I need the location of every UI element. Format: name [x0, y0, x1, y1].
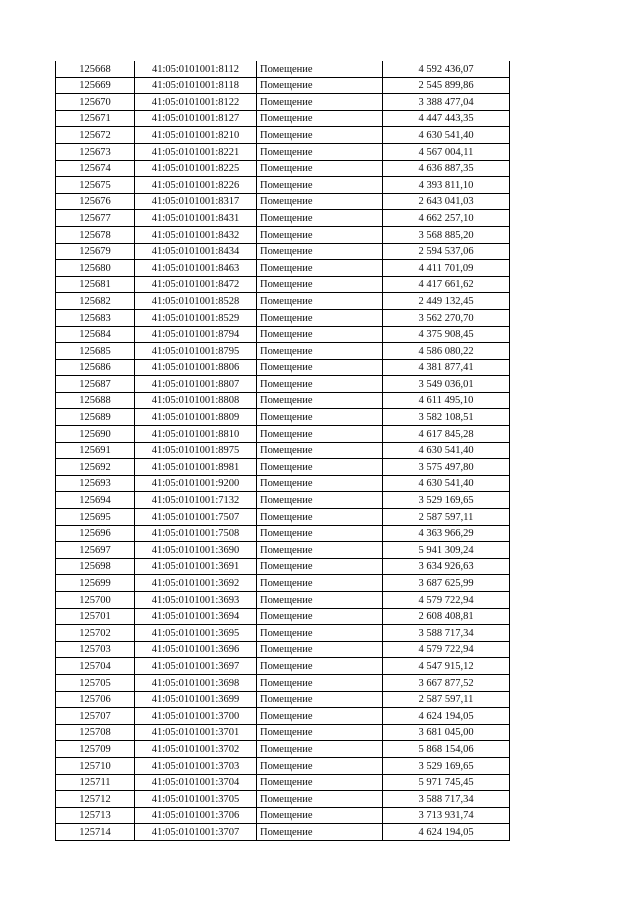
cadastral-value-cell: 3 529 169,65: [383, 757, 510, 774]
cadastral-number-cell: 41:05:0101001:8810: [135, 426, 257, 443]
cadastral-number-cell: 41:05:0101001:8221: [135, 143, 257, 160]
table-row: [56, 260, 510, 277]
row-number-cell: 125690: [56, 426, 135, 443]
object-type-cell: Помещение: [257, 309, 383, 326]
table-row: [56, 94, 510, 111]
cadastral-value-cell: 2 594 537,06: [383, 243, 510, 260]
table-row: [56, 708, 510, 725]
table-row: [56, 343, 510, 360]
table-row: [56, 276, 510, 293]
cadastral-value-cell: 4 375 908,45: [383, 326, 510, 343]
cadastral-number-cell: 41:05:0101001:3701: [135, 724, 257, 741]
cadastral-value-cell: 5 971 745,45: [383, 774, 510, 791]
object-type-cell: Помещение: [257, 226, 383, 243]
row-number-cell: 125671: [56, 110, 135, 127]
cadastral-value-cell: 4 592 436,07: [383, 61, 510, 77]
cadastral-value-cell: 3 388 477,04: [383, 94, 510, 111]
cadastral-value-cell: 2 587 597,11: [383, 691, 510, 708]
cadastral-value-cell: 3 588 717,34: [383, 791, 510, 808]
object-type-cell: Помещение: [257, 376, 383, 393]
object-type-cell: Помещение: [257, 824, 383, 841]
cadastral-value-cell: 4 547 915,12: [383, 658, 510, 675]
row-number-cell: 125703: [56, 641, 135, 658]
row-number-cell: 125709: [56, 741, 135, 758]
table-row: [56, 641, 510, 658]
object-type-cell: Помещение: [257, 193, 383, 210]
cadastral-value-cell: 5 941 309,24: [383, 542, 510, 559]
row-number-cell: 125694: [56, 492, 135, 509]
table-row: [56, 475, 510, 492]
cadastral-value-cell: 4 630 541,40: [383, 127, 510, 144]
row-number-cell: 125684: [56, 326, 135, 343]
table-row: [56, 210, 510, 227]
table-row: [56, 658, 510, 675]
object-type-cell: Помещение: [257, 94, 383, 111]
cadastral-number-cell: 41:05:0101001:3694: [135, 608, 257, 625]
table-row: [56, 509, 510, 526]
cadastral-number-cell: 41:05:0101001:3705: [135, 791, 257, 808]
row-number-cell: 125712: [56, 791, 135, 808]
cadastral-value-cell: 3 575 497,80: [383, 459, 510, 476]
row-number-cell: 125677: [56, 210, 135, 227]
object-type-cell: Помещение: [257, 641, 383, 658]
cadastral-value-cell: 4 611 495,10: [383, 392, 510, 409]
cadastral-value-cell: 4 363 966,29: [383, 525, 510, 542]
cadastral-number-cell: 41:05:0101001:8795: [135, 343, 257, 360]
row-number-cell: 125678: [56, 226, 135, 243]
row-number-cell: 125700: [56, 592, 135, 609]
row-number-cell: 125674: [56, 160, 135, 177]
cadastral-number-cell: 41:05:0101001:8806: [135, 359, 257, 376]
cadastral-value-cell: 4 567 004,11: [383, 143, 510, 160]
row-number-cell: 125692: [56, 459, 135, 476]
cadastral-value-cell: 4 586 080,22: [383, 343, 510, 360]
cadastral-value-cell: 4 636 887,35: [383, 160, 510, 177]
table-row: [56, 608, 510, 625]
table-row: [56, 807, 510, 824]
cadastral-value-table: [55, 61, 510, 841]
row-number-cell: 125704: [56, 658, 135, 675]
cadastral-number-cell: 41:05:0101001:8112: [135, 61, 257, 77]
row-number-cell: 125696: [56, 525, 135, 542]
cadastral-value-cell: 4 624 194,05: [383, 824, 510, 841]
table-row: [56, 359, 510, 376]
cadastral-number-cell: 41:05:0101001:3692: [135, 575, 257, 592]
table-row: [56, 376, 510, 393]
object-type-cell: Помещение: [257, 110, 383, 127]
row-number-cell: 125679: [56, 243, 135, 260]
cadastral-number-cell: 41:05:0101001:3693: [135, 592, 257, 609]
row-number-cell: 125689: [56, 409, 135, 426]
table-row: [56, 774, 510, 791]
object-type-cell: Помещение: [257, 442, 383, 459]
cadastral-number-cell: 41:05:0101001:3707: [135, 824, 257, 841]
row-number-cell: 125695: [56, 509, 135, 526]
object-type-cell: Помещение: [257, 542, 383, 559]
object-type-cell: Помещение: [257, 492, 383, 509]
table-row: [56, 625, 510, 642]
row-number-cell: 125702: [56, 625, 135, 642]
table-row: [56, 309, 510, 326]
object-type-cell: Помещение: [257, 326, 383, 343]
object-type-cell: Помещение: [257, 592, 383, 609]
cadastral-value-cell: 3 549 036,01: [383, 376, 510, 393]
object-type-cell: Помещение: [257, 177, 383, 194]
object-type-cell: Помещение: [257, 143, 383, 160]
cadastral-number-cell: 41:05:0101001:3697: [135, 658, 257, 675]
cadastral-number-cell: 41:05:0101001:3699: [135, 691, 257, 708]
object-type-cell: Помещение: [257, 409, 383, 426]
object-type-cell: Помещение: [257, 293, 383, 310]
cadastral-number-cell: 41:05:0101001:8807: [135, 376, 257, 393]
table-row: [56, 824, 510, 841]
table-row: [56, 558, 510, 575]
cadastral-value-cell: 3 529 169,65: [383, 492, 510, 509]
cadastral-number-cell: 41:05:0101001:8434: [135, 243, 257, 260]
row-number-cell: 125680: [56, 260, 135, 277]
table-row: [56, 741, 510, 758]
table-row: [56, 459, 510, 476]
table-row: [56, 592, 510, 609]
cadastral-number-cell: 41:05:0101001:8118: [135, 77, 257, 94]
row-number-cell: 125706: [56, 691, 135, 708]
cadastral-number-cell: 41:05:0101001:8463: [135, 260, 257, 277]
cadastral-value-cell: 5 868 154,06: [383, 741, 510, 758]
table-row: [56, 110, 510, 127]
cadastral-number-cell: 41:05:0101001:3706: [135, 807, 257, 824]
row-number-cell: 125688: [56, 392, 135, 409]
cadastral-value-cell: 3 634 926,63: [383, 558, 510, 575]
row-number-cell: 125698: [56, 558, 135, 575]
table-row: [56, 243, 510, 260]
object-type-cell: Помещение: [257, 127, 383, 144]
table-row: [56, 293, 510, 310]
table-row: [56, 691, 510, 708]
object-type-cell: Помещение: [257, 61, 383, 77]
cadastral-number-cell: 41:05:0101001:8122: [135, 94, 257, 111]
row-number-cell: 125672: [56, 127, 135, 144]
cadastral-value-cell: 4 630 541,40: [383, 475, 510, 492]
object-type-cell: Помещение: [257, 774, 383, 791]
table-row: [56, 426, 510, 443]
cadastral-number-cell: 41:05:0101001:8225: [135, 160, 257, 177]
cadastral-value-cell: 3 681 045,00: [383, 724, 510, 741]
cadastral-number-cell: 41:05:0101001:3696: [135, 641, 257, 658]
object-type-cell: Помещение: [257, 210, 383, 227]
cadastral-value-cell: 4 579 722,94: [383, 641, 510, 658]
table-row: [56, 193, 510, 210]
row-number-cell: 125708: [56, 724, 135, 741]
object-type-cell: Помещение: [257, 359, 383, 376]
row-number-cell: 125693: [56, 475, 135, 492]
row-number-cell: 125701: [56, 608, 135, 625]
cadastral-number-cell: 41:05:0101001:9200: [135, 475, 257, 492]
cadastral-number-cell: 41:05:0101001:3700: [135, 708, 257, 725]
cadastral-value-cell: 4 617 845,28: [383, 426, 510, 443]
table-row: [56, 492, 510, 509]
cadastral-number-cell: 41:05:0101001:3702: [135, 741, 257, 758]
table-body: [56, 61, 510, 840]
cadastral-value-cell: 3 582 108,51: [383, 409, 510, 426]
object-type-cell: Помещение: [257, 260, 383, 277]
table-row: [56, 61, 510, 77]
table-row: [56, 177, 510, 194]
table-row: [56, 392, 510, 409]
object-type-cell: Помещение: [257, 475, 383, 492]
cadastral-value-cell: 2 545 899,86: [383, 77, 510, 94]
object-type-cell: Помещение: [257, 392, 383, 409]
row-number-cell: 125711: [56, 774, 135, 791]
cadastral-number-cell: 41:05:0101001:3695: [135, 625, 257, 642]
object-type-cell: Помещение: [257, 741, 383, 758]
row-number-cell: 125685: [56, 343, 135, 360]
cadastral-number-cell: 41:05:0101001:8809: [135, 409, 257, 426]
cadastral-number-cell: 41:05:0101001:3691: [135, 558, 257, 575]
cadastral-value-cell: 4 411 701,09: [383, 260, 510, 277]
object-type-cell: Помещение: [257, 243, 383, 260]
table-row: [56, 77, 510, 94]
cadastral-value-cell: 4 624 194,05: [383, 708, 510, 725]
row-number-cell: 125673: [56, 143, 135, 160]
cadastral-value-cell: 3 588 717,34: [383, 625, 510, 642]
object-type-cell: Помещение: [257, 708, 383, 725]
row-number-cell: 125687: [56, 376, 135, 393]
row-number-cell: 125668: [56, 61, 135, 77]
cadastral-value-cell: 3 667 877,52: [383, 674, 510, 691]
cadastral-number-cell: 41:05:0101001:8981: [135, 459, 257, 476]
cadastral-number-cell: 41:05:0101001:8226: [135, 177, 257, 194]
row-number-cell: 125669: [56, 77, 135, 94]
object-type-cell: Помещение: [257, 77, 383, 94]
table-row: [56, 409, 510, 426]
table-row: [56, 542, 510, 559]
cadastral-number-cell: 41:05:0101001:8432: [135, 226, 257, 243]
row-number-cell: 125699: [56, 575, 135, 592]
cadastral-number-cell: 41:05:0101001:8808: [135, 392, 257, 409]
object-type-cell: Помещение: [257, 426, 383, 443]
cadastral-value-cell: 4 381 877,41: [383, 359, 510, 376]
cadastral-number-cell: 41:05:0101001:3690: [135, 542, 257, 559]
row-number-cell: 125682: [56, 293, 135, 310]
row-number-cell: 125710: [56, 757, 135, 774]
object-type-cell: Помещение: [257, 791, 383, 808]
cadastral-number-cell: 41:05:0101001:8472: [135, 276, 257, 293]
cadastral-number-cell: 41:05:0101001:3698: [135, 674, 257, 691]
cadastral-value-cell: 4 579 722,94: [383, 592, 510, 609]
row-number-cell: 125686: [56, 359, 135, 376]
table-row: [56, 127, 510, 144]
cadastral-number-cell: 41:05:0101001:7132: [135, 492, 257, 509]
cadastral-number-cell: 41:05:0101001:8210: [135, 127, 257, 144]
table-row: [56, 674, 510, 691]
object-type-cell: Помещение: [257, 509, 383, 526]
cadastral-value-cell: 3 713 931,74: [383, 807, 510, 824]
cadastral-number-cell: 41:05:0101001:7508: [135, 525, 257, 542]
object-type-cell: Помещение: [257, 160, 383, 177]
table-row: [56, 724, 510, 741]
cadastral-value-cell: 3 687 625,99: [383, 575, 510, 592]
object-type-cell: Помещение: [257, 558, 383, 575]
cadastral-value-cell: 2 643 041,03: [383, 193, 510, 210]
cadastral-number-cell: 41:05:0101001:8529: [135, 309, 257, 326]
table-row: [56, 160, 510, 177]
table-row: [56, 143, 510, 160]
cadastral-number-cell: 41:05:0101001:8528: [135, 293, 257, 310]
row-number-cell: 125670: [56, 94, 135, 111]
cadastral-value-cell: 4 662 257,10: [383, 210, 510, 227]
cadastral-value-cell: 2 449 132,45: [383, 293, 510, 310]
object-type-cell: Помещение: [257, 757, 383, 774]
table-row: [56, 226, 510, 243]
object-type-cell: Помещение: [257, 608, 383, 625]
cadastral-value-cell: 4 393 811,10: [383, 177, 510, 194]
cadastral-number-cell: 41:05:0101001:8975: [135, 442, 257, 459]
row-number-cell: 125707: [56, 708, 135, 725]
cadastral-value-cell: 3 568 885,20: [383, 226, 510, 243]
cadastral-value-cell: 2 608 408,81: [383, 608, 510, 625]
cadastral-value-cell: 4 447 443,35: [383, 110, 510, 127]
object-type-cell: Помещение: [257, 276, 383, 293]
cadastral-value-cell: 4 630 541,40: [383, 442, 510, 459]
cadastral-number-cell: 41:05:0101001:8794: [135, 326, 257, 343]
table-row: [56, 575, 510, 592]
row-number-cell: 125683: [56, 309, 135, 326]
object-type-cell: Помещение: [257, 807, 383, 824]
cadastral-number-cell: 41:05:0101001:8317: [135, 193, 257, 210]
cadastral-number-cell: 41:05:0101001:7507: [135, 509, 257, 526]
object-type-cell: Помещение: [257, 525, 383, 542]
row-number-cell: 125675: [56, 177, 135, 194]
object-type-cell: Помещение: [257, 691, 383, 708]
cadastral-value-cell: 3 562 270,70: [383, 309, 510, 326]
cadastral-number-cell: 41:05:0101001:3703: [135, 757, 257, 774]
row-number-cell: 125705: [56, 674, 135, 691]
row-number-cell: 125681: [56, 276, 135, 293]
cadastral-number-cell: 41:05:0101001:8127: [135, 110, 257, 127]
object-type-cell: Помещение: [257, 343, 383, 360]
cadastral-value-cell: 4 417 661,62: [383, 276, 510, 293]
row-number-cell: 125697: [56, 542, 135, 559]
table-row: [56, 525, 510, 542]
object-type-cell: Помещение: [257, 724, 383, 741]
row-number-cell: 125691: [56, 442, 135, 459]
cadastral-number-cell: 41:05:0101001:3704: [135, 774, 257, 791]
object-type-cell: Помещение: [257, 658, 383, 675]
cadastral-number-cell: 41:05:0101001:8431: [135, 210, 257, 227]
row-number-cell: 125714: [56, 824, 135, 841]
table-row: [56, 442, 510, 459]
row-number-cell: 125713: [56, 807, 135, 824]
cadastral-value-cell: 2 587 597,11: [383, 509, 510, 526]
object-type-cell: Помещение: [257, 459, 383, 476]
table-row: [56, 326, 510, 343]
object-type-cell: Помещение: [257, 575, 383, 592]
object-type-cell: Помещение: [257, 625, 383, 642]
row-number-cell: 125676: [56, 193, 135, 210]
object-type-cell: Помещение: [257, 674, 383, 691]
table-row: [56, 757, 510, 774]
table-row: [56, 791, 510, 808]
